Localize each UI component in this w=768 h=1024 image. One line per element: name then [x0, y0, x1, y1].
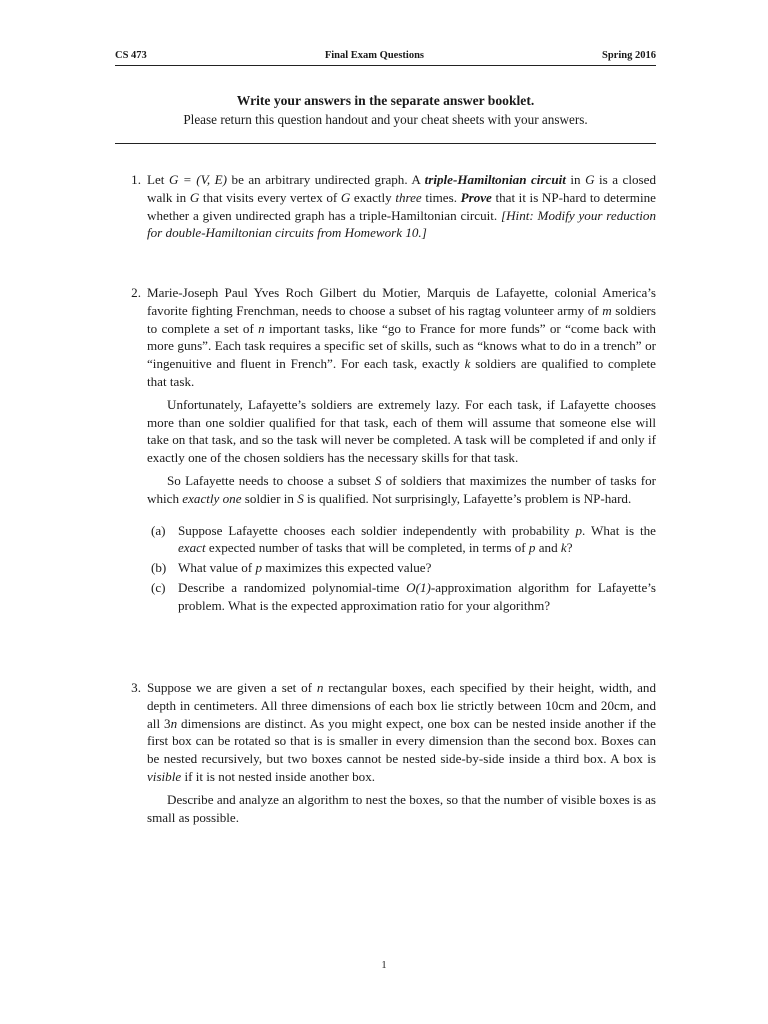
text-run: if it is not nested inside another box.: [181, 768, 376, 784]
problem-number: 2.: [131, 285, 141, 300]
problem-3: [115, 679, 656, 826]
text-run: dimensions are distinct. As you might expect, one box can be nested inside another if the first box can be rotated so that is is smaller in every dimension than the second box. Boxes can be nested recursively, but two boxes cannot be nested side-by-side inside a third box. A box is: [147, 715, 656, 767]
text-run: of soldiers that maximizes the number of tasks for which: [147, 472, 656, 506]
text-run: ?: [566, 540, 573, 556]
term: Spring 2016: [602, 50, 656, 61]
math-run: p: [528, 540, 536, 556]
emphasis-run: visible: [147, 768, 182, 784]
page-number: 1: [381, 960, 387, 971]
problem-text: [147, 472, 656, 508]
text-run: exactly: [350, 189, 396, 205]
problem-text: [147, 171, 656, 242]
subpart-label: (a): [151, 522, 166, 538]
math-run: k: [560, 540, 567, 556]
text-run: important tasks, like “go to France for more funds” or “come back with more guns”. Each task requires a specific set of skills, such as “knows what to do in a trench” or “ingenuitive and fluent in French”. For each task, exactly: [147, 320, 656, 372]
problem-body: [147, 284, 656, 615]
subpart-b: [147, 559, 656, 577]
header-rule: [115, 65, 656, 66]
text-run: . What is the: [582, 522, 656, 538]
text-run: expected number of tasks that will be completed, in terms of: [205, 540, 529, 556]
emphasis-run: exactly one: [182, 490, 242, 506]
text-run: times.: [421, 189, 461, 205]
problem-body: [147, 679, 656, 826]
problem-number: 1.: [131, 172, 141, 187]
course-code: CS 473: [115, 50, 147, 61]
text-run: So Lafayette needs to choose a subset: [167, 472, 375, 488]
subpart-list: [147, 522, 656, 615]
math-run: G = (V, E): [168, 172, 228, 187]
text-run: in: [565, 172, 586, 187]
math-run: G: [340, 189, 351, 205]
text-run: that it is NP-hard to determine whether a given undirected graph has a triple-Hamiltonian circuit.: [147, 189, 656, 223]
problem-text: [147, 679, 656, 786]
text-run: soldier in: [241, 490, 298, 506]
text-run: -approximation algorithm for Lafayette’s problem. What is the expected approximation ratio for your algorithm?: [178, 579, 656, 613]
text-run: and: [535, 540, 561, 556]
text-run: Suppose we are given a set of: [147, 680, 317, 695]
instructions: [115, 93, 656, 128]
math-run: G: [189, 189, 200, 205]
section-divider: [115, 143, 656, 144]
problem-text: Unfortunately, Lafayette’s soldiers are extremely lazy. For each task, if Lafayette chooses more than one soldier qualified for that task, each of them will assume that someone else will take on that task, and so the task will never be completed. A task will be completed if and only if exactly one of the chosen soldiers has the necessary skills for that task.: [147, 396, 656, 466]
text-run: Suppose Lafayette chooses each soldier independently with probability: [178, 522, 576, 538]
emphasis-run: exact: [178, 540, 206, 556]
hint-run: [Hint: Modify your reduction for double-Hamiltonian circuits from Homework 10.]: [147, 207, 656, 241]
problem-1: [115, 171, 656, 242]
math-run: O(1): [406, 579, 431, 595]
problem-body: [147, 171, 656, 242]
text-run: What value of: [178, 560, 256, 576]
problem-2: [115, 284, 656, 617]
math-run: m: [602, 302, 612, 318]
subpart-label: (c): [151, 579, 166, 595]
subpart-label: (b): [151, 560, 167, 576]
text-run: is qualified. Not surprisingly, Lafayette’s problem is NP-hard.: [303, 490, 632, 506]
text-run: Marie-Joseph Paul Yves Roch Gilbert du Motier, Marquis de Lafayette, colonial America’s favorite fighting Frenchman, needs to choose a subset of his ragtag volunteer army of: [147, 285, 656, 318]
text-run: is a closed walk in: [147, 172, 657, 205]
text-run: Let: [147, 172, 169, 187]
text-run: maximizes this expected value?: [261, 560, 432, 576]
problem-number: 3.: [131, 680, 141, 695]
emphasis-run: Prove: [460, 189, 492, 205]
exam-title: Final Exam Questions: [324, 50, 424, 61]
instructions-sub: Please return this question handout and your cheat sheets with your answers.: [183, 112, 588, 127]
problem-text: Describe and analyze an algorithm to nest the boxes, so that the number of visible boxes is as small as possible.: [147, 791, 656, 825]
emphasis-run: triple-Hamiltonian circuit: [424, 172, 566, 187]
math-run: S: [374, 472, 382, 488]
text-run: rectangular boxes, each specified by their height, width, and depth in centimeters. All three dimensions of each box lie strictly between 10cm and 20cm, and all 3: [147, 680, 656, 731]
problem-text: [147, 284, 656, 391]
instructions-main: Write your answers in the separate answer booklet.: [236, 93, 535, 108]
math-run: n: [316, 680, 324, 695]
page-header: [115, 50, 656, 61]
text-run: soldiers to complete a set of: [147, 302, 656, 336]
emphasis-run: three: [395, 189, 422, 205]
text-run: soldiers are qualified to complete that task.: [147, 356, 656, 389]
text-run: be an arbitrary undirected graph. A: [227, 172, 425, 187]
math-run: n: [258, 320, 265, 336]
text-run: that visits every vertex of: [199, 189, 341, 205]
subpart-a: [147, 522, 656, 558]
subpart-c: [147, 579, 656, 615]
math-run: n: [170, 715, 178, 731]
math-run: p: [255, 560, 262, 576]
math-run: S: [297, 490, 304, 506]
math-run: G: [585, 172, 595, 187]
math-run: k: [464, 356, 471, 372]
text-run: Describe a randomized polynomial-time: [178, 579, 407, 595]
math-run: p: [575, 522, 582, 538]
